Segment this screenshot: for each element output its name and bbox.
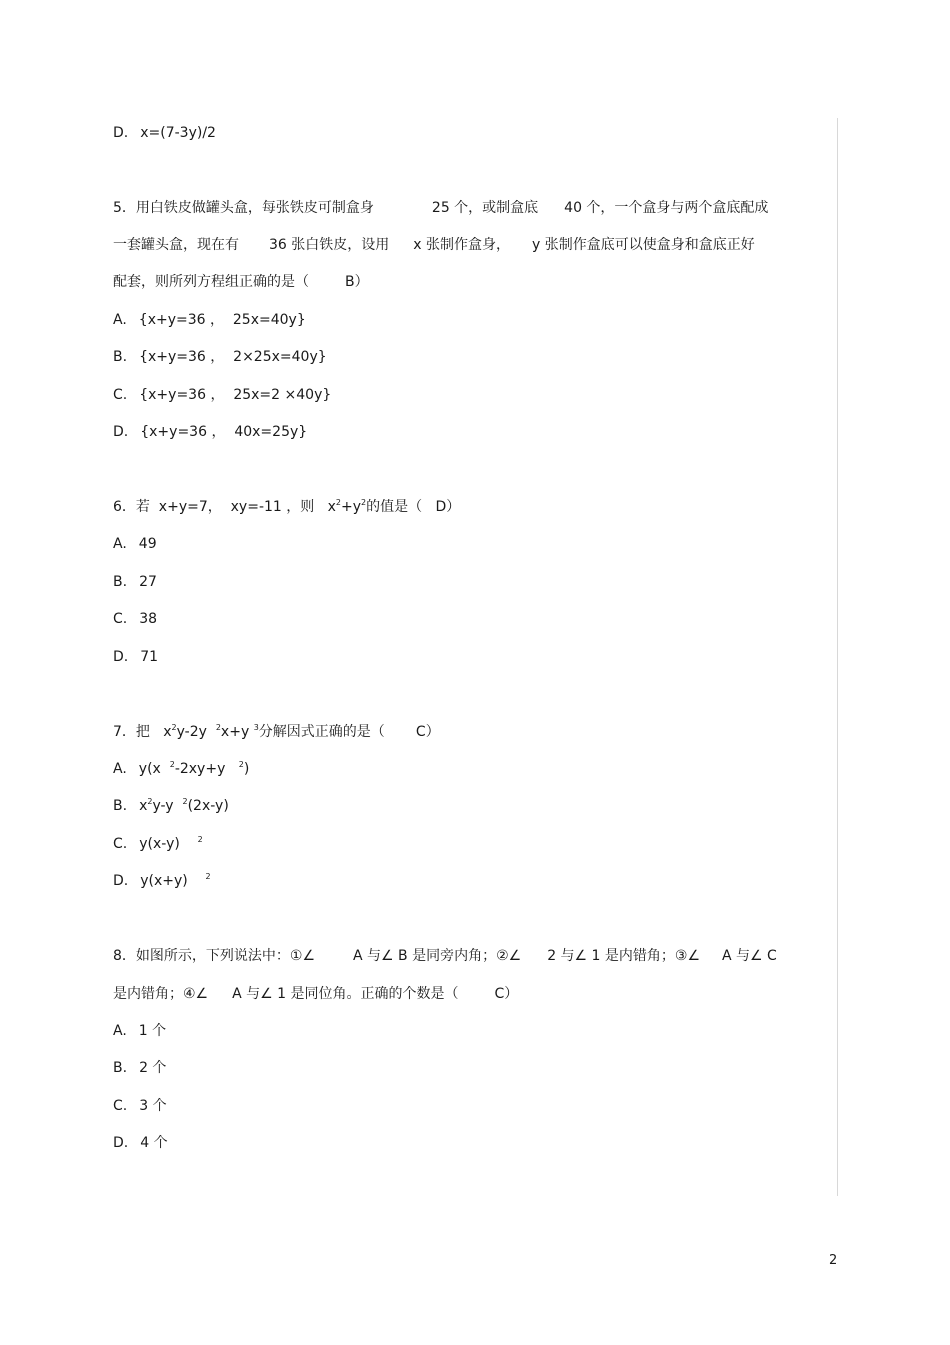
- q8-option-a: A. 1 个: [113, 1023, 167, 1039]
- margin-rule: [837, 118, 838, 1196]
- q8-option-c: C. 3 个: [113, 1098, 167, 1114]
- q6-option-c: C. 38: [113, 611, 158, 627]
- q5-stem-line-1: 5．用白铁皮做罐头盒，每张铁皮可制盒身 25 个，或制盒底 40 个，一个盒身与两个盒底配成: [113, 200, 769, 216]
- q7-stem: 7．把 $x^2y-2y$ $^2$x+y $^3$分解因式正确的是（ C）: [113, 723, 440, 740]
- q6-option-a: A. 49: [113, 536, 157, 552]
- q7-option-c: C. y(x-y) $^2$: [113, 835, 203, 852]
- q6-option-d: D. 71: [113, 649, 159, 665]
- q7-option-a: A. y(x $^2$-2xy+y $^2$): [113, 760, 250, 777]
- q8-stem-line-2: 是内错角；④∠ A 与∠ 1 是同位角。正确的个数是（ C）: [113, 986, 519, 1002]
- q8-option-b: B. 2 个: [113, 1060, 167, 1076]
- q6-stem: 6．若 x+y=7， xy=-11 ，则 $x^2+y^2$的值是（ D）: [113, 498, 461, 515]
- page-number: 2: [829, 1253, 838, 1268]
- q8-option-d: D. 4 个: [113, 1135, 168, 1151]
- q5-option-c: C. {x+y=36 ， 25x=2 ×40y}: [113, 387, 332, 403]
- q7-option-d: D. y(x+y) $^2$: [113, 872, 211, 889]
- q5-stem-line-2: 一套罐头盒，现在有 36 张白铁皮，设用 x 张制作盒身， y 张制作盒底可以使盒身和盒底正好: [113, 237, 755, 253]
- q5-option-d: D. {x+y=36 ， 40x=25y}: [113, 424, 308, 440]
- q5-stem-line-3: 配套，则所列方程组正确的是（ B）: [113, 274, 369, 290]
- q7-option-b: B. $x^2y-y$ $^2$(2x-y): [113, 797, 229, 814]
- q5-option-b: B. {x+y=36 ， 2×25x=40y}: [113, 349, 327, 365]
- q8-stem-line-1: 8．如图所示，下列说法中：①∠ A 与∠ B 是同旁内角；②∠ 2 与∠ 1 是内错角；③∠ A 与∠ C: [113, 948, 777, 964]
- q5-option-a: A. {x+y=36 ， 25x=40y}: [113, 312, 306, 328]
- prev-option-d: D. x=(7-3y)/2: [113, 125, 216, 141]
- q6-option-b: B. 27: [113, 574, 157, 590]
